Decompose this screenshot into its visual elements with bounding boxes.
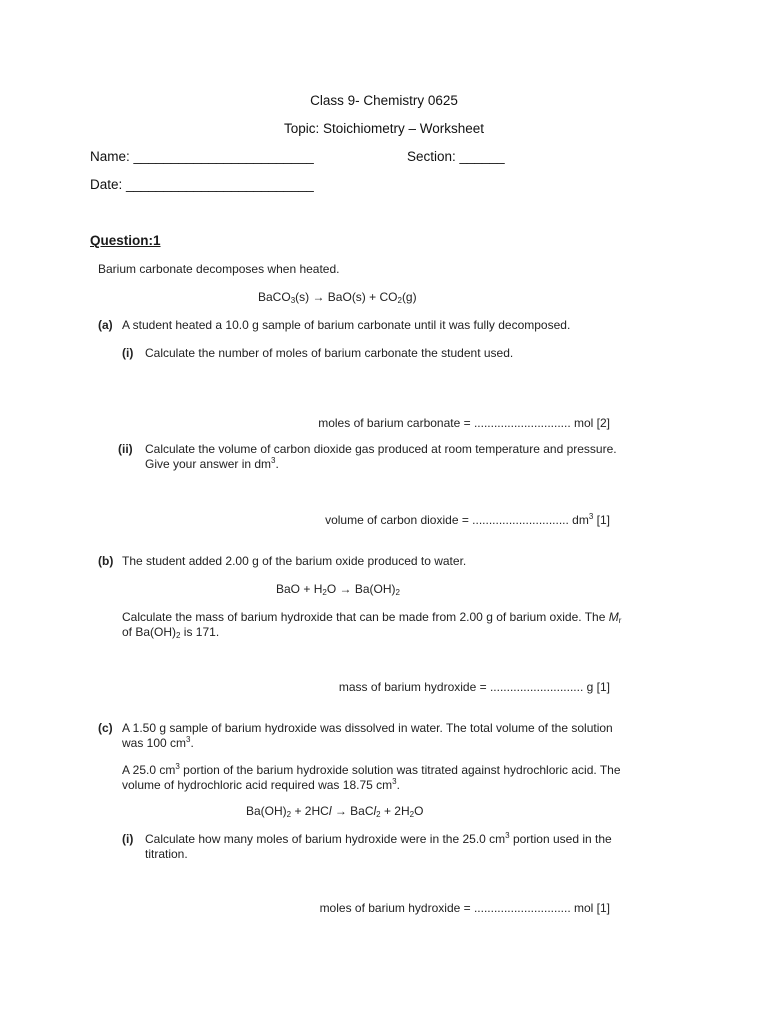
part-c-label: (c) xyxy=(98,721,113,735)
part-c-titration-line2: volume of hydrochloric acid required was 18.75 $cm^3$. xyxy=(122,777,400,792)
question-heading: Question:1 xyxy=(90,233,161,248)
part-a-ii-text-line1: Calculate the volume of carbon dioxide gas produced at room temperature and pressure. xyxy=(145,442,617,456)
part-c-i-answer-line: moles of barium hydroxide = ............................. mol [1] xyxy=(319,901,610,915)
part-b-calc-line1: Calculate the mass of barium hydroxide that can be made from 2.00 g of barium oxide. The $M_r$ xyxy=(122,610,622,625)
part-a-i-label: (i) xyxy=(122,346,134,360)
decomposition-equation: BaCO$_3$(s) → $BaO(s) + CO_2(g)$ xyxy=(258,290,417,305)
neutralisation-equation: $Ba(OH)_2 + 2HCl$ → BaCl$_2$ + $2H_2O$ xyxy=(246,804,424,819)
part-a-i-answer-line: moles of barium carbonate = ............................. mol [2] xyxy=(318,416,610,430)
part-c-i-text-line1: Calculate how many moles of barium hydroxide were in the 25.0 $cm^3$ portion used in the xyxy=(145,831,612,846)
part-a-text: A student heated a 10.0 g sample of barium carbonate until it was fully decomposed. xyxy=(122,318,571,332)
part-a-ii-answer-line: volume of carbon dioxide = ............................. $dm^3$ [1] xyxy=(325,512,610,527)
part-a-ii-label: (ii) xyxy=(118,442,133,456)
name-field: Name: ________________________ xyxy=(90,149,314,164)
part-c-i-text-line2: titration. xyxy=(145,847,188,861)
part-b-label: (b) xyxy=(98,554,114,568)
part-a-ii-text-line2: Give your answer in $dm^3$. xyxy=(145,456,279,471)
section-field: Section: ______ xyxy=(407,149,505,164)
part-c-text-line1: A 1.50 g sample of barium hydroxide was dissolved in water. The total volume of the solution xyxy=(122,721,613,735)
part-b-text: The student added 2.00 g of the barium oxide produced to water. xyxy=(122,554,467,568)
worksheet-class-title: Class 9- Chemistry 0625 xyxy=(310,93,458,108)
part-c-text-line2: was 100 $cm^3$. xyxy=(122,735,194,750)
part-a-label: (a) xyxy=(98,318,113,332)
part-a-i-text: Calculate the number of moles of barium carbonate the student used. xyxy=(145,346,514,360)
part-b-answer-line: mass of barium hydroxide = ............................ g [1] xyxy=(338,680,610,694)
part-b-calc-line2: of $Ba(OH)_2$ is 171. xyxy=(122,625,220,640)
worksheet-topic: Topic: Stoichiometry – Worksheet xyxy=(283,121,485,136)
part-c-titration-line1: A 25.0 $cm^3$ portion of the barium hydroxide solution was titrated against hydrochloric acid. The xyxy=(122,762,621,777)
barium-oxide-water-equation: BaO + $H_2O \to Ba(OH)_2$ xyxy=(276,582,400,597)
part-c-i-label: (i) xyxy=(122,832,134,846)
date-field: Date: _________________________ xyxy=(90,177,314,192)
question-intro: Barium carbonate decomposes when heated. xyxy=(98,262,340,276)
